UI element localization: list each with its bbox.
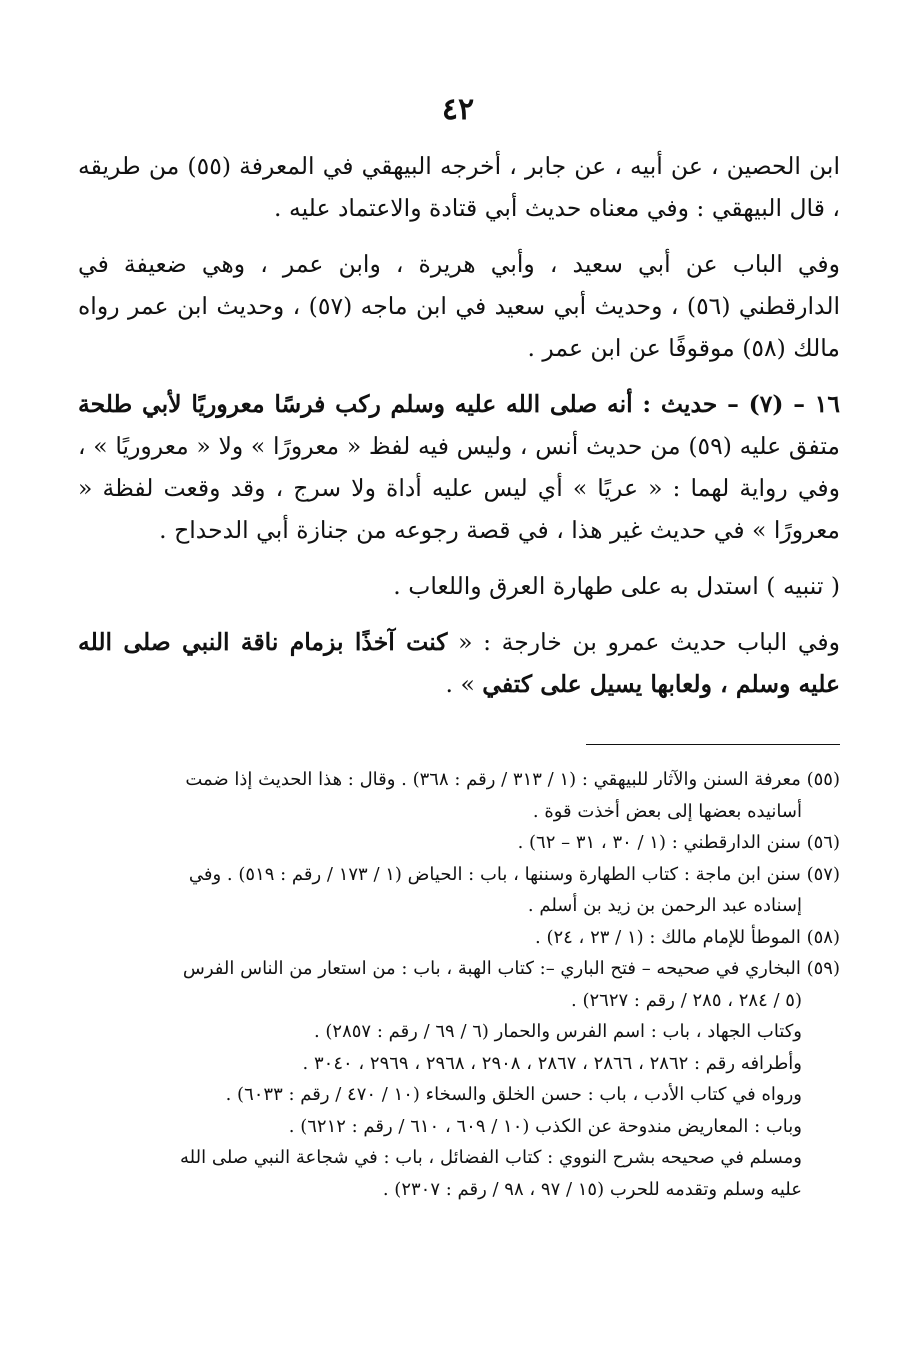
footnote-55-line-1: (٥٥) معرفة السنن والآثار للبيهقي : (١ / ٣١٣ / رقم : ٣٦٨) . وقال : هذا الحديث إذا ضمت	[185, 769, 840, 790]
paragraph-5-intro: وفي الباب حديث عمرو بن خارجة : «	[447, 628, 840, 656]
note-paragraph	[78, 565, 840, 607]
footnote-59-line-3: وكتاب الجهاد ، باب : اسم الفرس والحمار (٦ / ٦٩ / رقم : ٢٨٥٧) .	[313, 1021, 802, 1042]
footnote-59-line-4: وأطرافه رقم : ٢٨٦٢ ، ٢٨٦٦ ، ٢٨٦٧ ، ٢٩٠٨ ، ٢٩٦٨ ، ٢٩٦٩ ، ٣٠٤٠ .	[302, 1052, 802, 1074]
footnotes	[82, 764, 840, 1205]
paragraph-2-text: وفي الباب عن أبي سعيد ، وأبي هريرة ، وابن عمر ، وهي ضعيفة في الدارقطني (٥٦) ، وحديث أبي سعيد في ابن ماجه (٥٧) ، وحديث ابن عمر رواه مالك (٥٨) موقوفًا عن ابن عمر .	[78, 250, 841, 362]
footnote-58: (٥٨) الموطأ للإمام مالك : (١ / ٢٣ ، ٢٤) .	[535, 926, 840, 948]
footnote-59-line-8: عليه وسلم وتقدمه للحرب (١٥ / ٩٧ ، ٩٨ / رقم : ٢٣٠٧) .	[382, 1178, 802, 1200]
paragraph-2	[78, 243, 840, 369]
footnote-55-line-2: أسانيده بعضها إلى بعض أخذت قوة .	[532, 800, 802, 822]
paragraph-5-quote: كنت آخذًا بزمام ناقة النبي صلى الله عليه وسلم ، ولعابها يسيل على كتفي	[78, 628, 840, 698]
paragraph-1: ابن الحصين ، عن أبيه ، عن جابر ، أخرجه البيهقي في المعرفة (٥٥) من طريقه ، قال البيهقي : وفي معناه حديث أبي قتادة والاعتماد عليه .	[78, 152, 840, 222]
footnote-57	[82, 859, 840, 922]
footnote-59-line-2: (٥ / ٢٨٤ ، ٢٨٥ / رقم : ٢٦٢٧) .	[571, 989, 802, 1011]
page-number: ٤٢	[441, 92, 475, 127]
hadith-16-commentary: متفق عليه (٥٩) من حديث أنس ، وليس فيه لفظ « معرورًا » ولا « معروريًا » ، وفي رواية لهما : « عريًا » أي ليس عليه أداة ولا سرج ، وقد وقعت لفظة « معرورًا » في حديث غير هذا ، في قصة رجوعه من جنازة أبي الدحداح .	[78, 432, 840, 544]
footnote-56: (٥٦) سنن الدارقطني : (١ / ٣٠ ، ٣١ – ٦٢) .	[517, 832, 840, 853]
footnote-59-line-5: ورواه في كتاب الأدب ، باب : حسن الخلق والسخاء (١٠ / ٤٧٠ / رقم : ٦٠٣٣) .	[225, 1084, 802, 1105]
footnote-57-line-2: إسناده عبد الرحمن بن زيد بن أسلم .	[527, 895, 802, 916]
paragraph-5	[78, 621, 840, 705]
footnote-divider	[586, 744, 840, 745]
hadith-16	[78, 383, 840, 551]
footnote-55	[82, 764, 840, 827]
paragraph-5-end: » .	[445, 670, 483, 698]
footnote-57-line-1: (٥٧) سنن ابن ماجة : كتاب الطهارة وسننها ، باب : الحياض (١ / ١٧٣ / رقم : ٥١٩) . وفي	[188, 863, 840, 885]
main-text	[78, 145, 840, 719]
note-text: ( تنبيه ) استدل به على طهارة العرق واللعاب .	[393, 572, 840, 600]
footnote-59-line-6: وباب : المعاريض مندوحة عن الكذب (١٠ / ٦٠٩ ، ٦١٠ / رقم : ٦٢١٢) .	[288, 1115, 802, 1137]
footnote-59: (٥٩) البخاري في صحيحه – فتح الباري –: كتاب الهبة ، باب : من استعار من الناس الفرس	[182, 958, 840, 979]
hadith-16-heading: ١٦ – (٧) – حديث : أنه صلى الله عليه وسلم ركب فرسًا معروريًا لأبي طلحة	[78, 390, 840, 418]
footnote-59-line-7: ومسلم في صحيحه بشرح النووي : كتاب الفضائل ، باب : في شجاعة النبي صلى الله	[180, 1147, 802, 1168]
